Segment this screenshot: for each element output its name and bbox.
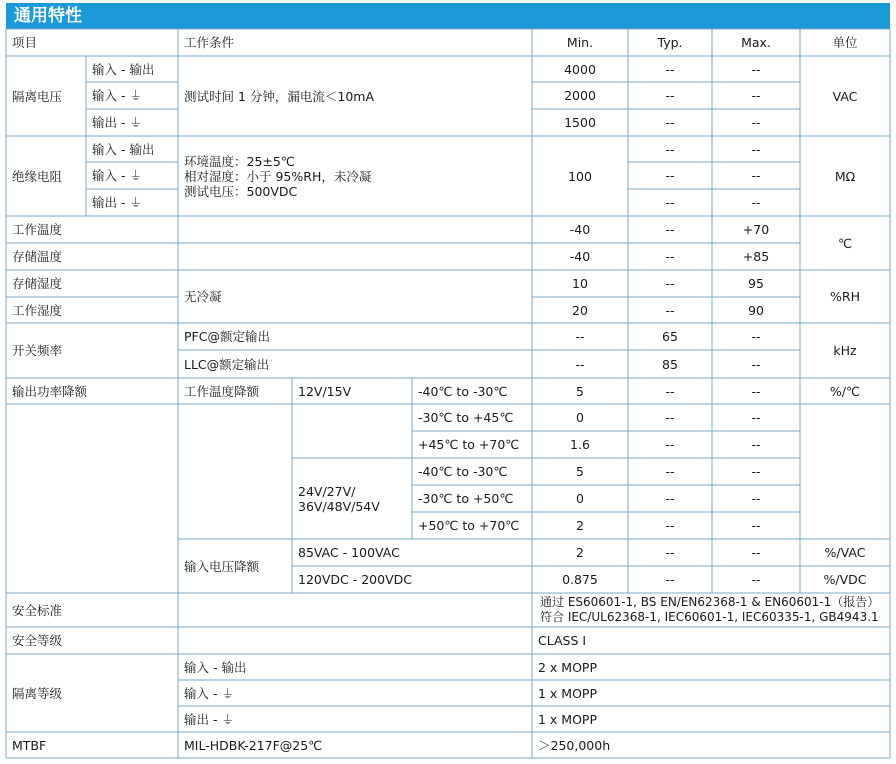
insulation-resistance-sub: 输入 - 输出 — [92, 141, 155, 157]
isolation-voltage-min: 2000 — [564, 88, 596, 103]
derating-min: 0 — [576, 410, 584, 425]
header-typ: Typ. — [657, 35, 683, 50]
humidity-condition: 无冷凝 — [184, 289, 222, 304]
switching-freq-typ: 65 — [662, 329, 678, 344]
derating-group2-voltage — [292, 458, 412, 539]
derating-min: 2 — [576, 518, 584, 533]
derating-typ: -- — [665, 410, 675, 425]
derating-min: 0 — [576, 491, 584, 506]
header-max: Max. — [741, 35, 771, 50]
insulation-resistance-label: 绝缘电阻 — [12, 168, 63, 184]
derating-typ: -- — [665, 437, 675, 452]
insulation-resistance-typ: -- — [665, 141, 675, 157]
switching-freq-min: -- — [575, 329, 585, 344]
mtbf-condition: MIL-HDBK-217F@25℃ — [184, 737, 323, 753]
isolation-voltage-min: 1500 — [564, 115, 596, 130]
derating-temp-label: 工作温度降额 — [184, 383, 260, 399]
section-title: 通用特性 — [6, 3, 890, 29]
storage-temp-label: 存储温度 — [12, 249, 63, 264]
operating-temp-condition — [178, 216, 532, 243]
operating-humidity-max: 90 — [748, 302, 764, 318]
insulation-resistance-max: -- — [751, 141, 761, 157]
insulation-resistance-unit: MΩ — [834, 168, 856, 184]
isolation-level-value: 1 x MOPP — [538, 711, 597, 727]
switching-freq-typ: 85 — [662, 356, 678, 372]
derating-temp-unit: %/℃ — [829, 383, 861, 399]
isolation-level-condition: 输入 - 输出 — [184, 659, 247, 675]
isolation-level-value: 1 x MOPP — [538, 685, 597, 701]
derating-range: +45℃ to +70℃ — [418, 437, 520, 452]
derating-max: -- — [751, 383, 761, 399]
isolation-voltage-max: -- — [751, 115, 761, 130]
derating-group2-voltage-line: 24V/27V/ — [298, 483, 356, 499]
switching-freq-max: -- — [751, 329, 761, 344]
derating-input-max: -- — [751, 572, 761, 587]
safety-standard-label: 安全标准 — [12, 602, 63, 618]
safety-standard-value-line: 符合 IEC/UL62368-1, IEC60601-1, IEC60335-1, GB4943.1 — [540, 610, 879, 624]
switching-freq-unit: kHz — [833, 343, 857, 358]
insulation-resistance-condition-line: 环境温度：25±5℃ — [184, 153, 295, 169]
switching-freq-condition: LLC@额定输出 — [184, 356, 270, 372]
derating-input-label: 输入电压降额 — [184, 558, 260, 574]
derating-range: +50℃ to +70℃ — [418, 518, 520, 533]
switching-freq-min: -- — [575, 356, 585, 372]
insulation-resistance-max: -- — [751, 195, 761, 210]
insulation-resistance-typ: -- — [665, 195, 675, 210]
derating-max: -- — [751, 437, 761, 452]
isolation-voltage-sub: 输出 - ⏚ — [92, 115, 142, 130]
header-condition: 工作条件 — [184, 35, 235, 50]
storage-humidity-min: 10 — [572, 276, 588, 291]
insulation-resistance-max: -- — [751, 168, 761, 183]
derating-max: -- — [751, 410, 761, 425]
derating-input-min: 0.875 — [562, 572, 598, 587]
isolation-voltage-sub: 输入 - ⏚ — [92, 88, 142, 103]
derating-max: -- — [751, 518, 761, 533]
safety-class-value: CLASS I — [538, 633, 587, 648]
derating-typ: -- — [665, 464, 675, 479]
derating-input-max: -- — [751, 545, 761, 560]
header-item: 项目 — [12, 35, 38, 50]
isolation-level-value: 2 x MOPP — [538, 659, 597, 675]
storage-temp-condition — [178, 243, 532, 270]
isolation-voltage-typ: -- — [665, 115, 675, 130]
insulation-resistance-condition-line: 相对湿度：小于 95%RH，未冷凝 — [184, 168, 372, 184]
safety-standard-value-line: 通过 ES60601-1, BS EN/EN62368-1 & EN60601-1（报告） — [540, 595, 880, 609]
operating-temp-min: -40 — [569, 222, 591, 237]
derating-typ: -- — [665, 383, 675, 399]
storage-humidity-max: 95 — [748, 276, 764, 291]
isolation-level-condition: 输入 - ⏚ — [184, 685, 234, 701]
storage-temp-max: +85 — [742, 249, 770, 264]
header-unit: 单位 — [832, 35, 858, 50]
mtbf-label: MTBF — [12, 737, 47, 753]
derating-input-condition: 120VDC - 200VDC — [298, 572, 412, 587]
derating-input-unit: %/VDC — [823, 572, 867, 587]
operating-humidity-typ: -- — [665, 302, 675, 318]
derating-input-condition: 85VAC - 100VAC — [298, 545, 400, 560]
derating-range: -40℃ to -30℃ — [418, 383, 508, 399]
isolation-level-label: 隔离等级 — [12, 685, 63, 701]
operating-temp-max: +70 — [742, 222, 770, 237]
derating-typ: -- — [665, 491, 675, 506]
insulation-resistance-sub: 输入 - ⏚ — [92, 168, 142, 183]
temp-unit: ℃ — [837, 235, 853, 251]
isolation-voltage-max: -- — [751, 88, 761, 103]
isolation-voltage-typ: -- — [665, 88, 675, 103]
isolation-voltage-max: -- — [751, 61, 761, 77]
insulation-resistance-condition — [178, 136, 532, 216]
derating-typ: -- — [665, 518, 675, 533]
isolation-voltage-typ: -- — [665, 61, 675, 77]
isolation-voltage-min: 4000 — [564, 61, 596, 77]
insulation-resistance-sub: 输出 - ⏚ — [92, 195, 142, 210]
storage-humidity-label: 存储湿度 — [12, 276, 63, 291]
derating-max: -- — [751, 464, 761, 479]
safety-standard-value — [532, 593, 890, 627]
insulation-resistance-condition-line: 测试电压：500VDC — [184, 183, 298, 199]
operating-temp-label: 工作温度 — [12, 222, 63, 237]
derating-input-unit: %/VAC — [824, 545, 866, 560]
derating-min: 5 — [576, 383, 584, 399]
isolation-voltage-unit: VAC — [832, 88, 858, 104]
derating-label: 输出功率降额 — [12, 383, 88, 399]
header-min: Min. — [566, 35, 594, 50]
derating-max: -- — [751, 491, 761, 506]
mtbf-value: ＞250,000h — [538, 737, 611, 753]
operating-humidity-label: 工作湿度 — [12, 302, 63, 318]
derating-range: -30℃ to +45℃ — [418, 410, 514, 425]
derating-range: -30℃ to +50℃ — [418, 491, 514, 506]
storage-temp-min: -40 — [569, 249, 591, 264]
derating-min: 5 — [576, 464, 584, 479]
safety-class-label: 安全等级 — [12, 633, 63, 648]
switching-freq-condition: PFC@额定输出 — [184, 329, 270, 344]
derating-input-typ: -- — [665, 572, 675, 587]
derating-group2-voltage-line: 36V/48V/54V — [298, 498, 380, 514]
insulation-resistance-min: 100 — [568, 168, 592, 184]
isolation-level-condition: 输出 - ⏚ — [184, 711, 234, 727]
isolation-voltage-label: 隔离电压 — [12, 88, 63, 104]
switching-freq-max: -- — [751, 356, 761, 372]
derating-input-typ: -- — [665, 545, 675, 560]
derating-range: -40℃ to -30℃ — [418, 464, 508, 479]
storage-temp-typ: -- — [665, 249, 675, 264]
insulation-resistance-typ: -- — [665, 168, 675, 183]
operating-humidity-min: 20 — [572, 302, 588, 318]
isolation-voltage-sub: 输入 - 输出 — [92, 61, 155, 77]
derating-input-min: 2 — [576, 545, 584, 560]
derating-group1-voltage: 12V/15V — [298, 383, 352, 399]
storage-humidity-typ: -- — [665, 276, 675, 291]
humidity-unit: %RH — [830, 289, 860, 304]
derating-min: 1.6 — [570, 437, 590, 452]
operating-temp-typ: -- — [665, 222, 675, 237]
isolation-voltage-condition: 测试时间 1 分钟，漏电流＜10mA — [184, 88, 375, 104]
switching-freq-label: 开关频率 — [12, 343, 63, 358]
